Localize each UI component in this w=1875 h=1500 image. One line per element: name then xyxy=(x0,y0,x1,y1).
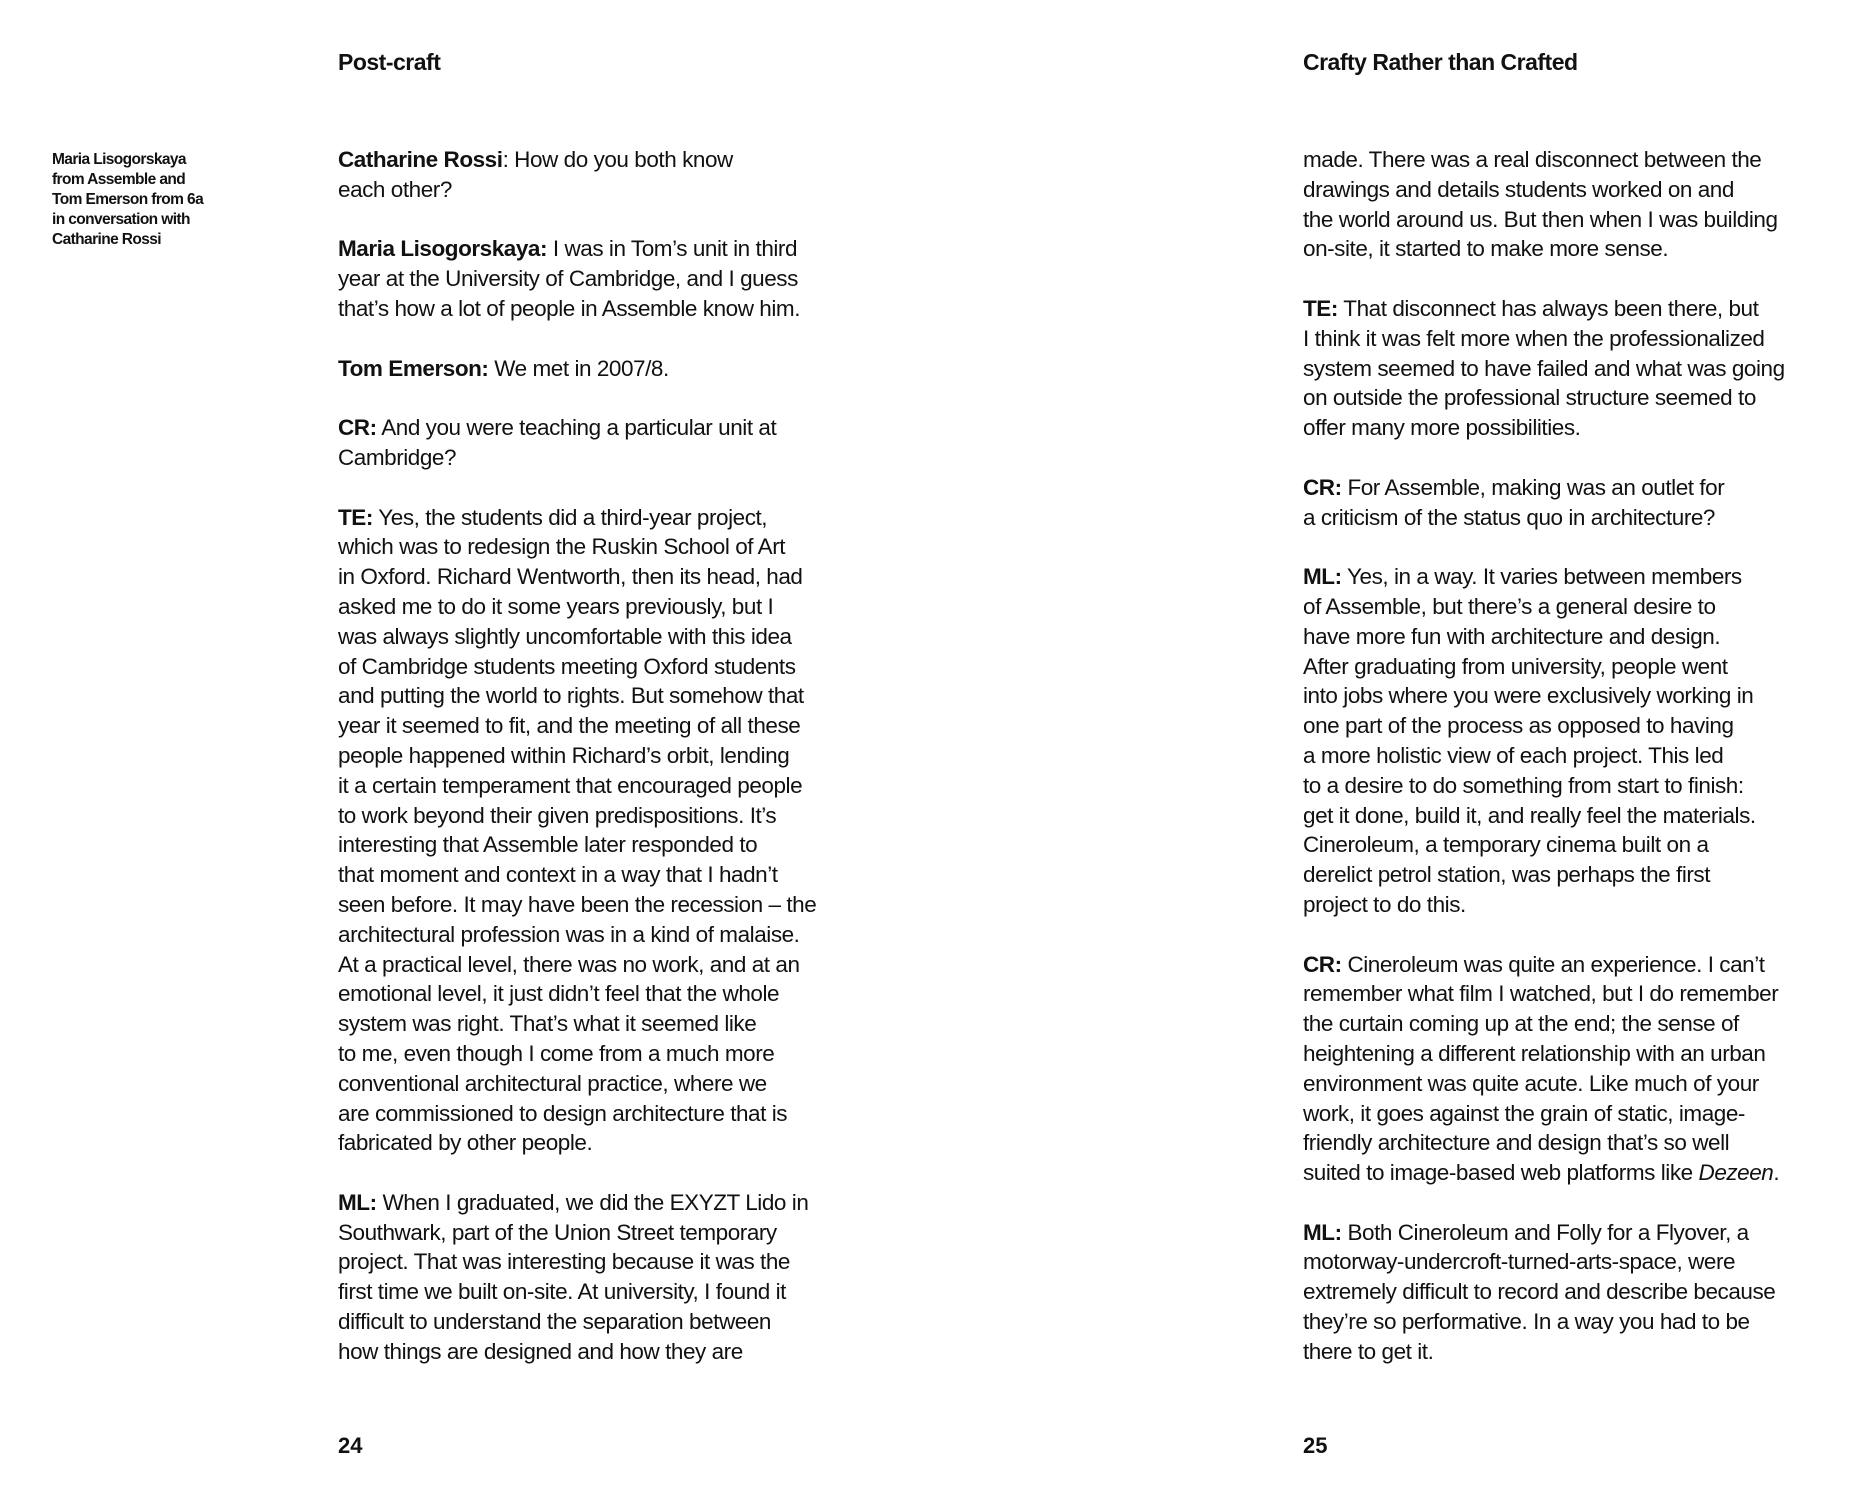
speaker-label: ML: xyxy=(1303,564,1342,590)
interview-paragraph: Maria Lisogorskaya: I was in Tom’s unit in third year at the University of Cambridge, and I guess that’s how a lot of people in Assemble know him. xyxy=(338,236,801,321)
interview-paragraph: Tom Emerson: We met in 2007/8. xyxy=(338,355,669,381)
interview-credit xyxy=(52,150,252,250)
page-number-left: 24 xyxy=(338,1433,363,1458)
interview-paragraph: ML: Yes, in a way. It varies between members of Assemble, but there’s a general desire to have more fun with architecture and design. After graduating from university, people went into jobs where you were exclusively working in one part of the process as opposed to having a more holistic view of each project. This led to a desire to do something from start to finish: get it done, build it, and really feel the materials. Cineroleum, a temporary cinema built on a derelict petrol station, was perhaps the first project to do this. xyxy=(1303,564,1756,917)
publication-title: Dezeen xyxy=(1698,1160,1774,1186)
speaker-label: Tom Emerson: xyxy=(338,355,489,381)
left-body-column xyxy=(338,145,898,1396)
interview-paragraph: ML: When I graduated, we did the EXYZT Lido in Southwark, part of the Union Street temporary project. That was interesting because it was the first time we built on-site. At university, I found it difficult to understand the separation between how things are designed and how they are xyxy=(338,1189,809,1364)
credit-line: in conversation with xyxy=(52,211,190,228)
speaker-label: TE: xyxy=(1303,295,1338,321)
running-head-left: Post-craft xyxy=(338,49,441,75)
page-number-right: 25 xyxy=(1303,1433,1328,1458)
interview-paragraph: CR: Cineroleum was quite an experience. I can’t remember what film I watched, but I do remember the curtain coming up at the end; the sense of heightening a different relationship with an urban environment was quite acute. Like much of your work, it goes against the grain of static, image- friendly architecture and design that’s so well suited to image-based web platforms like Dezeen. xyxy=(1303,951,1780,1186)
speaker-label: Maria Lisogorskaya: xyxy=(338,236,548,262)
credit-line: Maria Lisogorskaya xyxy=(52,151,186,168)
interview-paragraph: CR: For Assemble, making was an outlet for a criticism of the status quo in architecture? xyxy=(1303,474,1725,530)
speaker-label: ML: xyxy=(1303,1219,1342,1245)
speaker-label: Catharine Rossi xyxy=(338,147,503,172)
interview-paragraph: made. There was a real disconnect between the drawings and details students worked on and the world around us. But then when I was building on-site, it started to make more sense. xyxy=(1303,147,1778,262)
right-body-column xyxy=(1303,145,1863,1396)
interview-paragraph: TE: Yes, the students did a third-year project, which was to redesign the Ruskin School of Art in Oxford. Richard Wentworth, then its head, had asked me to do it some years previously, but I was always slightly uncomfortable with this idea of Cambridge students meeting Oxford students and putting the world to rights. But somehow that year it seemed to fit, and the meeting of all these people happened within Richard’s orbit, lending it a certain temperament that encouraged people to work beyond their given predispositions. It’s interesting that Assemble later responded to that moment and context in a way that I hadn’t seen before. It may have been the recession – the architectural profession was in a kind of malaise. At a practical level, there was no work, and at an emotional level, it just didn’t feel that the whole system was right. That’s what it seemed like to me, even though I come from a much more conventional architectural practice, where we are commissioned to design architecture that is fabricated by other people. xyxy=(338,504,817,1156)
interview-paragraph: Catharine Rossi: How do you both know each other? xyxy=(338,147,733,202)
speaker-label: ML: xyxy=(338,1189,377,1215)
speaker-label: TE: xyxy=(338,504,373,530)
interview-paragraph: ML: Both Cineroleum and Folly for a Flyover, a motorway-undercroft-turned-arts-space, were extremely difficult to record and describe because they’re so performative. In a way you had to be there to get it. xyxy=(1303,1219,1776,1364)
running-head-right: Crafty Rather than Crafted xyxy=(1303,49,1578,75)
interview-paragraph: TE: That disconnect has always been there, but I think it was felt more when the professionalized system seemed to have failed and what was going on outside the professional structure seemed to offer many more possibilities. xyxy=(1303,295,1785,441)
speaker-label: CR: xyxy=(338,415,377,441)
interview-paragraph: CR: And you were teaching a particular unit at Cambridge? xyxy=(338,415,777,470)
speaker-label: CR: xyxy=(1303,951,1342,977)
credit-line: Catharine Rossi xyxy=(52,231,162,248)
speaker-label: CR: xyxy=(1303,474,1342,500)
credit-line: Tom Emerson from 6a xyxy=(52,191,204,208)
credit-line: from Assemble and xyxy=(52,171,186,188)
